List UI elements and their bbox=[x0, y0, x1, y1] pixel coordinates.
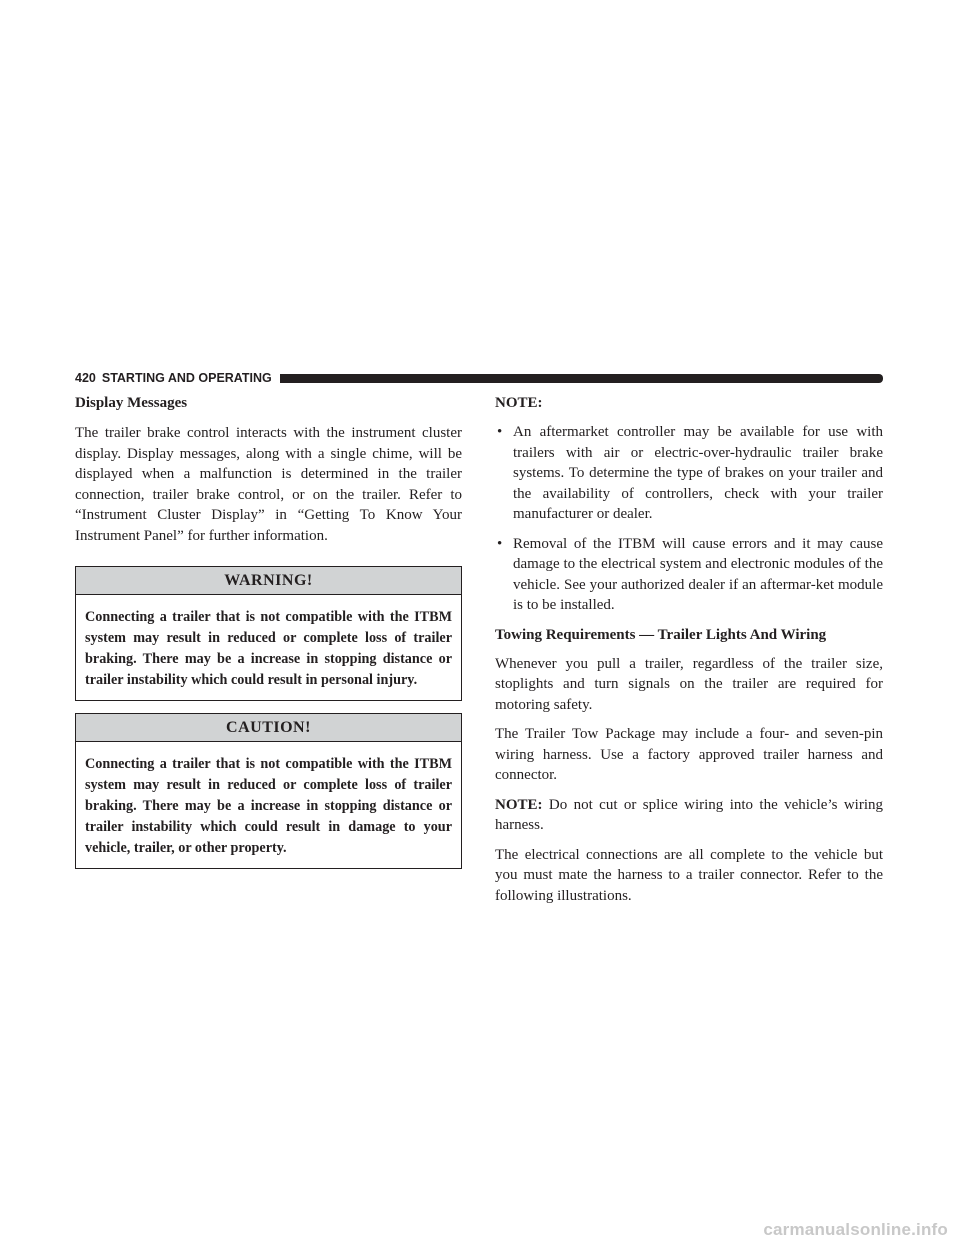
warning-body: Connecting a trailer that is not compatible with the ITBM system may result in reduced or complete loss of trailer braking. There may be a increase in stopping distance or trailer instability which could result in personal injury. bbox=[85, 609, 452, 688]
left-column bbox=[75, 393, 462, 869]
header-rule bbox=[280, 374, 883, 383]
watermark: carmanualsonline.info bbox=[763, 1220, 948, 1239]
section-title: STARTING AND OPERATING bbox=[101, 371, 272, 385]
caution-box bbox=[75, 713, 462, 869]
list-item bbox=[495, 534, 883, 616]
bullet-text: An aftermarket controller may be available for use with trailers with air or electric-over-hydraulic trailer brake systems. To determine the type of brakes on your trailer and the availability of controllers, check with your trailer manufacturer or dealer. bbox=[513, 424, 883, 522]
towing-paragraph-3: The electrical connections are all complete to the vehicle but you must mate the harness to a trailer connector. Refer to the following illustrations. bbox=[495, 846, 883, 904]
display-messages-body: The trailer brake control interacts with the instrument cluster display. Display messages, along with a single chime, will be displayed when a malfunction is determined in the trailer connection, trailer brake control, or on the trailer. Refer to “Instrument Cluster Display” in “Getting To Know Your Instrument Panel” for further information. bbox=[75, 425, 462, 544]
warning-box bbox=[75, 566, 462, 701]
list-item bbox=[495, 422, 883, 525]
page-number: 420 bbox=[75, 371, 96, 385]
page-header bbox=[75, 371, 883, 385]
bullet-icon: • bbox=[497, 535, 503, 552]
towing-requirements-heading: Towing Requirements — Trailer Lights And Wiring bbox=[495, 626, 827, 643]
wiring-note-label: NOTE: bbox=[495, 796, 543, 813]
warning-title: WARNING! bbox=[76, 567, 461, 595]
caution-title: CAUTION! bbox=[76, 714, 461, 742]
note-label: NOTE: bbox=[495, 395, 543, 411]
caution-body: Connecting a trailer that is not compatible with the ITBM system may result in reduced or complete loss of trailer braking. There may be a increase in stopping distance or trailer instability which could result in damage to your vehicle, trailer, or other property. bbox=[85, 756, 452, 856]
towing-paragraph-1: Whenever you pull a trailer, regardless of the trailer size, stoplights and turn signals on the trailer are required for motoring safety. bbox=[495, 655, 883, 713]
display-messages-heading: Display Messages bbox=[75, 395, 188, 411]
right-column bbox=[495, 393, 883, 915]
note-bullet-list bbox=[495, 422, 883, 616]
towing-paragraph-2: The Trailer Tow Package may include a four- and seven-pin wiring harness. Use a factory approved trailer harness and connector. bbox=[495, 726, 883, 783]
wiring-note-text: Do not cut or splice wiring into the vehicle’s wiring harness. bbox=[495, 796, 883, 833]
bullet-icon: • bbox=[497, 424, 503, 440]
bullet-text: Removal of the ITBM will cause errors and it may cause damage to the electrical system and electronic modules of the vehicle. See your authorized dealer if an aftermar-ket module is to be installed. bbox=[513, 535, 883, 613]
wiring-note bbox=[495, 795, 883, 836]
